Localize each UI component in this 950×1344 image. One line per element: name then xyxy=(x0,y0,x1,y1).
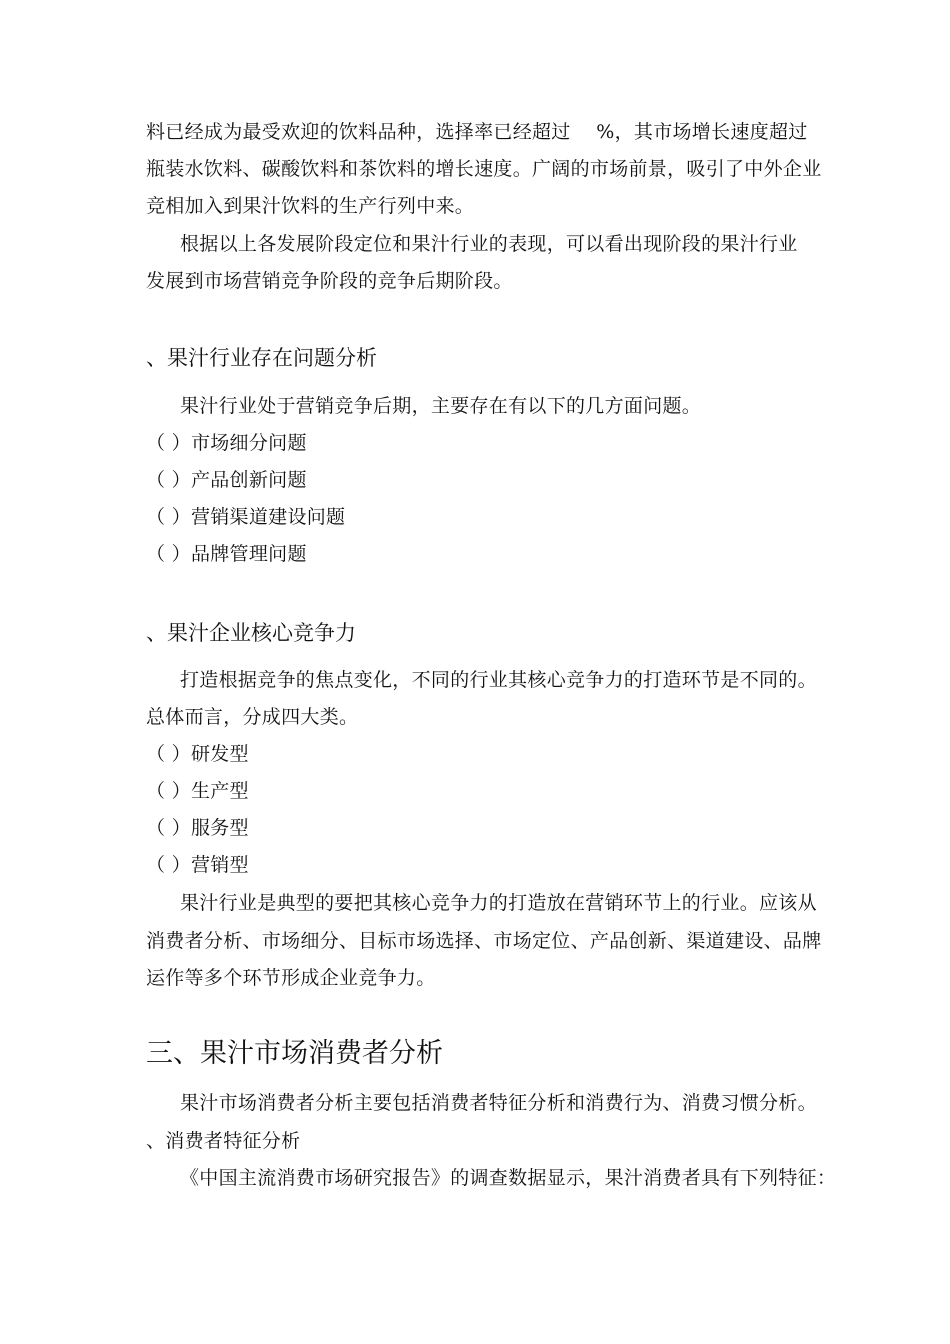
paragraph-line: 料已经成为最受欢迎的饮料品种，选择率已经超过 %，其市场增长速度超过 xyxy=(146,121,808,143)
section-heading-competitiveness: 、果汁企业核心竞争力 xyxy=(146,621,356,645)
paragraph-line: 果汁行业是典型的要把其核心竞争力的打造放在营销环节上的行业。应该从 xyxy=(180,892,817,914)
paragraph-line: 果汁行业处于营销竞争后期，主要存在有以下的几方面问题。 xyxy=(180,395,702,417)
list-item: （ ）服务型 xyxy=(146,817,249,839)
paragraph-line: 《中国主流消费市场研究报告》的调查数据显示，果汁消费者具有下列特征： xyxy=(180,1167,837,1189)
list-item: （ ）品牌管理问题 xyxy=(146,543,307,565)
list-item: （ ）市场细分问题 xyxy=(146,432,307,454)
list-item: （ ）生产型 xyxy=(146,780,249,802)
paragraph-line: 发展到市场营销竞争阶段的竞争后期阶段。 xyxy=(146,270,513,292)
paragraph-line: 竞相加入到果汁饮料的生产行列中来。 xyxy=(146,195,475,217)
paragraph-line: 瓶装水饮料、碳酸饮料和茶饮料的增长速度。广阔的市场前景，吸引了中外企业 xyxy=(146,158,822,180)
list-item: （ ）营销型 xyxy=(146,854,249,876)
section-heading-consumer: 三、果汁市场消费者分析 xyxy=(146,1038,443,1069)
list-item: （ ）产品创新问题 xyxy=(146,469,307,491)
paragraph-line: 总体而言，分成四大类。 xyxy=(146,706,359,728)
list-item: （ ）营销渠道建设问题 xyxy=(146,506,346,528)
paragraph-line: 根据以上各发展阶段定位和果汁行业的表现，可以看出现阶段的果汁行业 xyxy=(180,233,798,255)
paragraph-line: 果汁市场消费者分析主要包括消费者特征分析和消费行为、消费习惯分析。 xyxy=(180,1092,817,1114)
paragraph-line: 消费者分析、市场细分、目标市场选择、市场定位、产品创新、渠道建设、品牌 xyxy=(146,930,822,952)
sub-heading: 、消费者特征分析 xyxy=(146,1130,301,1152)
list-item: （ ）研发型 xyxy=(146,743,249,765)
paragraph-line: 打造根据竞争的焦点变化，不同的行业其核心竞争力的打造环节是不同的。 xyxy=(180,669,817,691)
section-heading-problems: 、果汁行业存在问题分析 xyxy=(146,346,377,370)
paragraph-line: 运作等多个环节形成企业竞争力。 xyxy=(146,967,436,989)
